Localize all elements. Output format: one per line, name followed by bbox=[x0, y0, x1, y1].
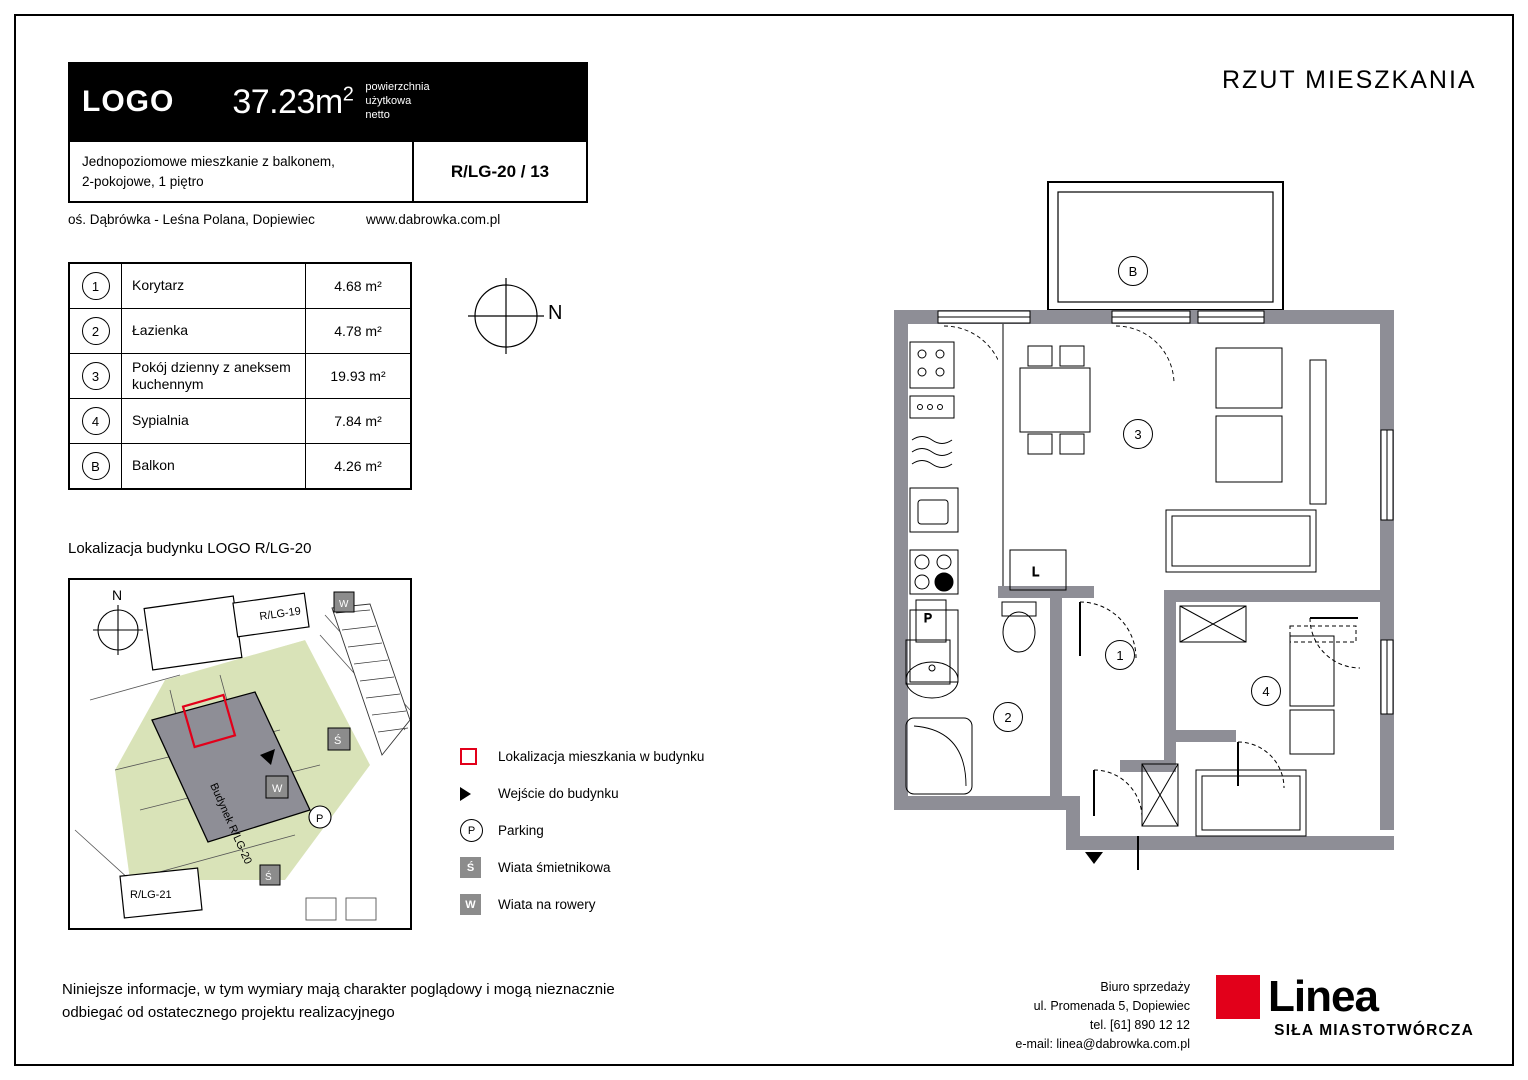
room-number-cell bbox=[70, 399, 122, 443]
table-row bbox=[70, 399, 410, 444]
title-block-middle bbox=[68, 142, 588, 203]
room-area-cell: 7.84 m² bbox=[334, 413, 382, 429]
location-title: Lokalizacja budynku LOGO R/LG-20 bbox=[68, 540, 312, 557]
apartment-description-line2: 2-pokojowe, 1 piętro bbox=[82, 173, 204, 189]
room-number-badge: B bbox=[82, 452, 110, 480]
title-block-footer bbox=[68, 203, 588, 227]
map-legend bbox=[460, 738, 760, 923]
legend-label: Parking bbox=[498, 823, 544, 838]
location-map bbox=[68, 578, 412, 930]
apartment-code: R/LG-20 / 13 bbox=[450, 161, 550, 181]
estate-address: oś. Dąbrówka - Leśna Polana, Dopiewiec bbox=[68, 212, 315, 228]
office-address: ul. Promenada 5, Dopiewiec bbox=[1033, 999, 1190, 1013]
triangle-icon bbox=[460, 787, 498, 801]
room-number-badge: 2 bbox=[82, 317, 110, 345]
room-number-badge: 4 bbox=[82, 407, 110, 435]
compass-north-label: N bbox=[548, 302, 563, 324]
room-table bbox=[68, 262, 412, 490]
compass-rose bbox=[466, 278, 576, 358]
room-number-cell bbox=[70, 264, 122, 308]
plan-marker-4: 4 bbox=[1251, 676, 1281, 706]
svg-text:R/LG-21: R/LG-21 bbox=[130, 889, 172, 901]
room-area-cell: 4.78 m² bbox=[334, 323, 382, 339]
legend-item bbox=[460, 738, 760, 775]
area-number: 37.23m bbox=[232, 82, 343, 121]
apartment-description-line1: Jednopoziomowe mieszkanie z balkonem, bbox=[82, 154, 335, 169]
floor-plan bbox=[880, 170, 1420, 870]
title-block bbox=[68, 62, 588, 227]
website-link[interactable]: www.dabrowka.com.pl bbox=[366, 212, 501, 228]
office-phone: tel. [61] 890 12 12 bbox=[1089, 1018, 1190, 1032]
plan-marker-3: 3 bbox=[1123, 419, 1153, 449]
room-number-cell bbox=[70, 444, 122, 488]
waste-shelter-icon bbox=[460, 857, 498, 878]
area-desc-line2: użytkowa bbox=[365, 95, 412, 108]
disclaimer-line1: Niniejsze informacje, w tym wymiary mają charakter poglądowy i mogą nieznacznie bbox=[62, 981, 615, 998]
room-name-cell: Sypialnia bbox=[122, 399, 306, 443]
legend-item bbox=[460, 849, 760, 886]
bike-shelter-icon bbox=[460, 894, 498, 915]
svg-text:Ś: Ś bbox=[265, 872, 272, 883]
logo-text: LOGO bbox=[82, 85, 175, 118]
legend-label: Wiata śmietnikowa bbox=[498, 860, 611, 875]
room-number-badge: 1 bbox=[82, 272, 110, 300]
linea-tagline: SIŁA MIASTOTWÓRCZA bbox=[1274, 1022, 1474, 1039]
plan-marker-b: B bbox=[1118, 256, 1148, 286]
legend-item bbox=[460, 775, 760, 812]
room-name-cell: Łazienka bbox=[122, 309, 306, 353]
linea-brand-name: Linea bbox=[1268, 972, 1378, 1022]
table-row bbox=[70, 354, 410, 399]
linea-logo-row bbox=[1216, 972, 1474, 1022]
legend-item bbox=[460, 812, 760, 849]
svg-text:N: N bbox=[112, 587, 123, 603]
plan-marker-2: 2 bbox=[993, 702, 1023, 732]
fixture-label-l: L bbox=[1032, 564, 1040, 579]
page-title: RZUT MIESZKANIA bbox=[1222, 66, 1477, 94]
svg-text:P: P bbox=[316, 813, 324, 825]
waste-shelter-icon-glyph: Ś bbox=[460, 857, 481, 878]
disclaimer-text bbox=[62, 978, 615, 1025]
plan-marker-1: 1 bbox=[1105, 640, 1135, 670]
office-contact bbox=[950, 978, 1190, 1054]
svg-text:W: W bbox=[272, 783, 283, 795]
linea-square-icon bbox=[1216, 975, 1260, 1019]
bike-shelter-icon-glyph: W bbox=[460, 894, 481, 915]
red-square-icon bbox=[460, 748, 498, 765]
table-row bbox=[70, 309, 410, 354]
room-area-cell: 4.68 m² bbox=[334, 278, 382, 294]
room-number-cell bbox=[70, 309, 122, 353]
area-description bbox=[365, 81, 429, 122]
legend-label: Wiata na rowery bbox=[498, 897, 596, 912]
linea-logo bbox=[1216, 972, 1474, 1040]
office-email[interactable]: e-mail: linea@dabrowka.com.pl bbox=[1015, 1037, 1190, 1051]
table-row bbox=[70, 444, 410, 488]
legend-item bbox=[460, 886, 760, 923]
room-area-cell: 4.26 m² bbox=[334, 458, 382, 474]
room-number-badge: 3 bbox=[82, 362, 110, 390]
room-number-cell bbox=[70, 354, 122, 398]
room-area-cell: 19.93 m² bbox=[330, 368, 386, 384]
fixture-label-p: P bbox=[924, 611, 933, 625]
area-desc-line1: powierzchnia bbox=[365, 81, 430, 94]
disclaimer-line2: odbiegać od ostatecznego projektu realizacyjnego bbox=[62, 1004, 395, 1022]
area-unit-sup: 2 bbox=[342, 83, 354, 106]
title-block-header bbox=[68, 62, 588, 142]
parking-icon bbox=[460, 819, 498, 842]
apartment-description bbox=[70, 142, 414, 201]
legend-label: Lokalizacja mieszkania w budynku bbox=[498, 749, 705, 764]
svg-text:R/LG-19: R/LG-19 bbox=[258, 605, 302, 623]
area-value bbox=[232, 83, 353, 122]
legend-label: Wejście do budynku bbox=[498, 786, 619, 801]
parking-icon-glyph: P bbox=[460, 819, 483, 842]
table-row bbox=[70, 264, 410, 309]
svg-text:W: W bbox=[339, 599, 349, 610]
room-name-cell: Korytarz bbox=[122, 264, 306, 308]
office-title: Biuro sprzedaży bbox=[1100, 980, 1190, 994]
svg-text:Ś: Ś bbox=[334, 735, 342, 747]
room-name-cell: Pokój dzienny z aneksem kuchennym bbox=[122, 354, 306, 398]
svg-text:Budynek R/LG-20: Budynek R/LG-20 bbox=[207, 781, 254, 867]
area-desc-line3: netto bbox=[365, 108, 390, 121]
room-name-cell: Balkon bbox=[122, 444, 306, 488]
